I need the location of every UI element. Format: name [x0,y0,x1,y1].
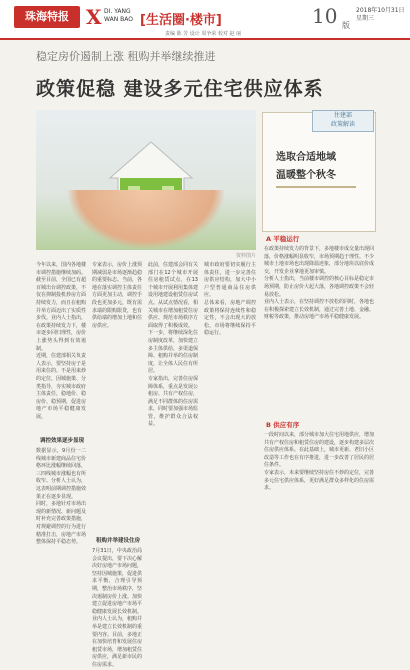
newspaper-logo: 珠海特报 [14,6,80,28]
page-unit: 版 [342,21,350,30]
photo-caption: 资料图片 [235,253,256,259]
masthead-divider [0,38,410,40]
body-column-3: 此前，住建部会同有关部门在12个城市开展住房租赁试点，在13个城市开展利用集体建设用地建设租赁住房试点。从试点情况看，相关城市在增加租赁住房供应、规范市场秩序方面取得了积极成效。 下一步，将继续深化住房制度改革，加快建立多主体供给、多渠道保障、租购并举的住房制度，让全体人民住有所居。 专家指出，完善住房保障体系，重点是发展公租房、共有产权住房，满足不同群体的住房需求，同时要加强市场监管，维护群众合法权益。 [148,262,199,428]
logo-pinyin: DI. YANG WAN BAO [104,8,133,23]
page-number: 10 [312,4,338,28]
sidebar-text-b: 一段时间以来，部分城市加大住宅用地供应，增加共有产权住房和租赁住房的建设，逐步构建多层次住房供应体系。在此基础上，城市更新、老旧小区改造等工作也在有序推进，进一步改善了居民的居住条件。 专家表示，未来要继续坚持房住不炒的定位，完善多元住宅供应体系，更好满足群众多样化的住房需求。 [264,432,375,492]
sidebar-tag: 住建部 政策解读 [312,110,374,132]
issue-date: 2018年10月31日 星期三 [356,7,405,22]
article-subtitle: 稳定房价遏制上涨 租购并举继续推进 [36,50,216,63]
sidebar-title-line1: 选取合适地域 [276,152,336,163]
masthead [0,0,410,40]
column-2-subhead: 租购并举建设住房 [96,538,141,544]
section-title: [生活圈·楼市] [140,13,222,28]
sidebar-section-b: B 供应有序 [266,421,300,429]
body-column-1b: 数据显示，9月份一二线城市新建商品住宅价格环比涨幅继续回落，三四线城市涨幅也有所收窄。分析人士认为，这表明前期调控措施效果正在逐步显现。 同时，多地针对市场出现的新情况、新问题及时补充完善政策措施，对规避调控的行为进行精准打击，房地产市场整体保持平稳态势。 [36,448,87,546]
article-headline: 政策促稳 建设多元住宅供应体系 [36,78,324,100]
sidebar-title-line2: 温暖整个秋冬 [276,170,336,181]
logo-x-mark: X [86,5,102,29]
article-photo [36,110,256,250]
column-1-subhead: 调控效果逐步显现 [40,438,85,444]
sidebar-section-a: A 平稳运行 [266,235,300,243]
body-column-2b: 7月31日，中央政治局会议提出，要下决心解决好房地产市场问题，坚持因城施策，促进供求平衡，合理引导预期，整治市场秩序，坚决遏制房价上涨。加快建立促进房地产市场平稳健康发展长效机制。 业内人士认为，租购并举是建立长效机制的重要内容。目前，多地正在加快培育和发展住房租赁市场，增加租赁住房供应，满足新市民的住房需求。 [92,548,143,668]
brush-divider [276,186,356,188]
body-column-1: 今年以来，国内各地楼市调控措施继续加码。截至目前，全国已有超百城出台调控政策，不仅在抑制投机炒房方面持续发力，而且在租购并举方面迈出了实质性步伐。业内人士指出，在政策持续发力下，楼市逐步回归理性，房价上涨势头得到有效遏制。 近期，住建部相关负责人表示，要坚持房子是用来住的、不是用来炒的定位，因城施策、分类指导，夯实城市政府主体责任，稳地价、稳房价、稳预期，促进房地产市场平稳健康发展。 [36,262,87,420]
body-column-2: 专家表示，房价上涨预期减弱是市场逐渐趋稳的重要标志。当前，各地在落实调控主体责任方面更加主动，调控手段也更加多元，既有需求端的限购限贷，也有供给端的增加土地和住房供应。 [92,262,143,329]
body-column-4: 城市政府要切实履行主体责任，进一步完善住房供应结构，加大中小户型普通商品住房供应。 总体来看，房地产调控政策将保持连续性和稳定性，不会出现大的放松，市场将继续保持平稳运行。 [204,262,256,337]
sidebar-text-a: 在政策持续发力的背景下，多地楼市成交量出现回落，价格涨幅明显收窄，市场预期趋于理性。不少城市土地市场也出现降温迹象，部分地块以底价成交，开发企业拿地更加审慎。 分析人士指出，当前楼市调控的核心目标是稳定市场预期，防止房价大起大落，各地调控政策不会轻易放松。 业内人士表示，在坚持调控不放松的同时，各地也在积极探索建立长效机制，通过完善土地、金融、财税等政策，推动房地产市场平稳健康发展。 [264,246,375,321]
hands-image [66,190,226,250]
editor-credits: 责编 陈 芳 设计 周争荣 校对 赵 丽 [165,31,242,37]
